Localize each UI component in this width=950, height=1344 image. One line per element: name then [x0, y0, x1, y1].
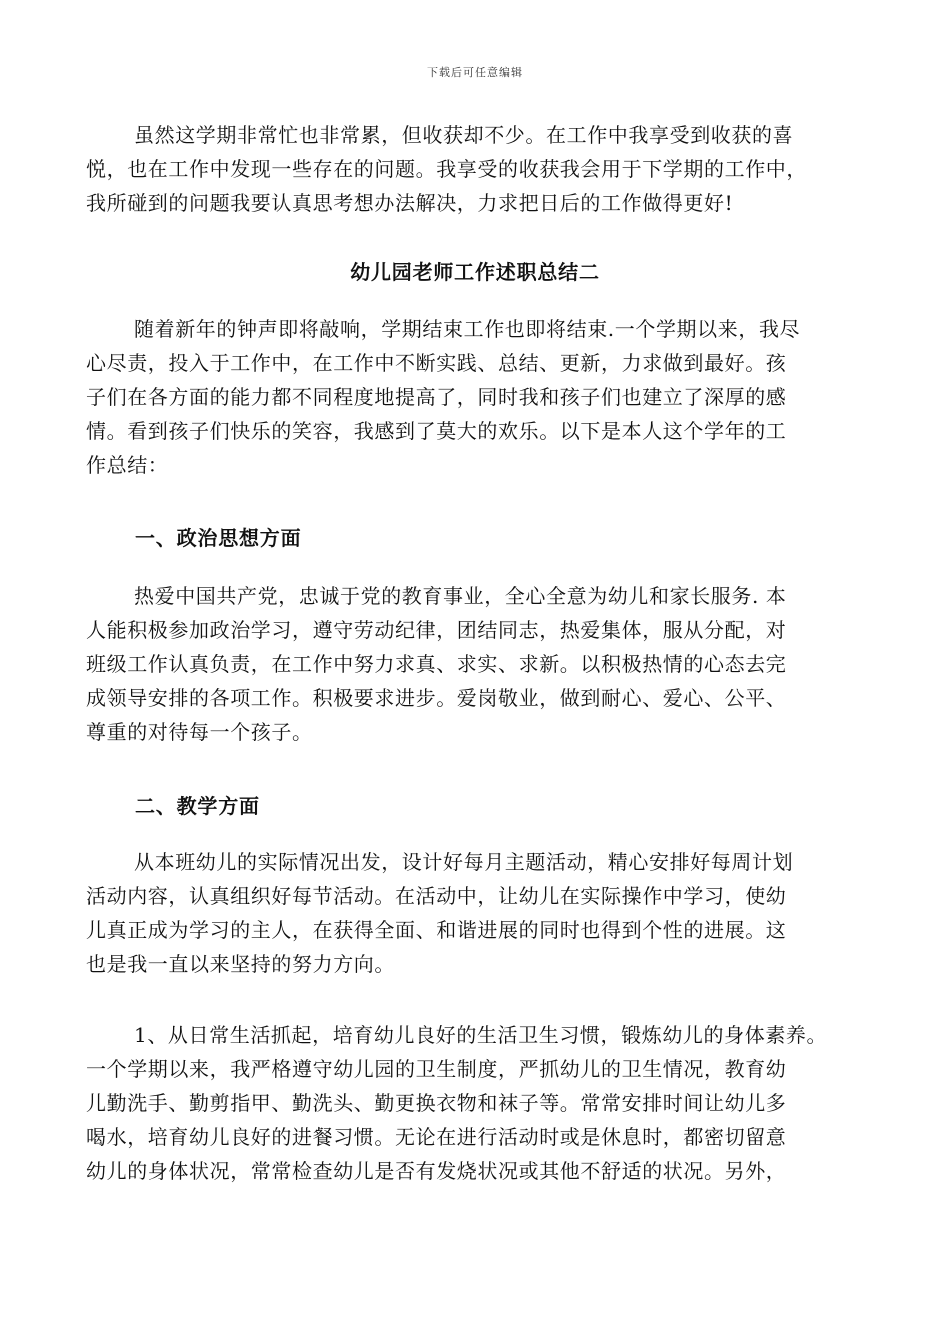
paragraph-line: 情。看到孩子们快乐的笑容，我感到了莫大的欢乐。以下是本人这个学年的工 [86, 419, 787, 443]
paragraph-line: 儿勤洗手、勤剪指甲、勤洗头、勤更换衣物和袜子等。常常安排时间让幼儿多 [86, 1091, 787, 1115]
paragraph-line: 悦，也在工作中发现一些存在的问题。我享受的收获我会用于下学期的工作中， [86, 157, 807, 181]
paragraph-line: 虽然这学期非常忙也非常累，但收获却不少。在工作中我享受到收获的喜 [134, 123, 794, 147]
paragraph-line: 心尽责，投入于工作中，在工作中不断实践、总结、更新，力求做到最好。孩 [86, 351, 787, 375]
paragraph-teaching [86, 845, 876, 981]
heading-teaching: 二、教学方面 [135, 794, 260, 818]
paragraph-line: 子们在各方面的能力都不同程度地提高了，同时我和孩子们也建立了深厚的感 [86, 385, 787, 409]
paragraph-line: 班级工作认真负责，在工作中努力求真、求实、求新。以积极热情的心态去完 [86, 652, 787, 676]
paragraph-line: 从本班幼儿的实际情况出发，设计好每月主题活动，精心安排好每周计划 [134, 850, 794, 874]
paragraph-line: 一个学期以来，我严格遵守幼儿园的卫生制度，严抓幼儿的卫生情况，教育幼 [86, 1057, 787, 1081]
paragraph-line: 活动内容，认真组织好每节活动。在活动中，让幼儿在实际操作中学习，使幼 [86, 884, 787, 908]
paragraph-line: 幼儿的身体状况，常常检查幼儿是否有发烧状况或其他不舒适的状况。另外， [86, 1159, 787, 1183]
paragraph-line: 尊重的对待每一个孩子。 [86, 720, 313, 744]
paragraph-line: 也是我一直以来坚持的努力方向。 [86, 952, 395, 976]
paragraph-line: 热爱中国共产党，忠诚于党的教育事业，全心全意为幼儿和家长服务. 本 [134, 584, 787, 608]
section-title: 幼儿园老师工作述职总结二 [350, 260, 600, 284]
paragraph-line: 1、从日常生活抓起，培育幼儿良好的生活卫生习惯，锻炼幼儿的身体素养。 [134, 1023, 828, 1047]
heading-political-thought: 一、政治思想方面 [135, 526, 302, 550]
paragraph-line: 作总结： [86, 453, 169, 477]
paragraph-line: 我所碰到的问题我要认真思考想办法解决，力求把日后的工作做得更好! [86, 191, 734, 215]
paragraph-line: 随着新年的钟声即将敲响，学期结束工作也即将结束.一个学期以来，我尽 [134, 317, 801, 341]
paragraph-line: 成领导安排的各项工作。积极要求进步。爱岗敬业，做到耐心、爱心、公平、 [86, 686, 787, 710]
paragraph-political [86, 579, 876, 749]
page-header-note: 下载后可任意编辑 [427, 66, 523, 79]
intro-paragraph [86, 118, 876, 220]
paragraph-line: 喝水，培育幼儿良好的进餐习惯。无论在进行活动时或是休息时，都密切留意 [86, 1125, 787, 1149]
paragraph-line: 儿真正成为学习的主人，在获得全面、和谐进展的同时也得到个性的进展。这 [86, 918, 787, 942]
paragraph-daily-life [86, 1018, 876, 1188]
paragraph-line: 人能积极参加政治学习，遵守劳动纪律，团结同志，热爱集体，服从分配，对 [86, 618, 787, 642]
paragraph-new-year [86, 312, 876, 482]
